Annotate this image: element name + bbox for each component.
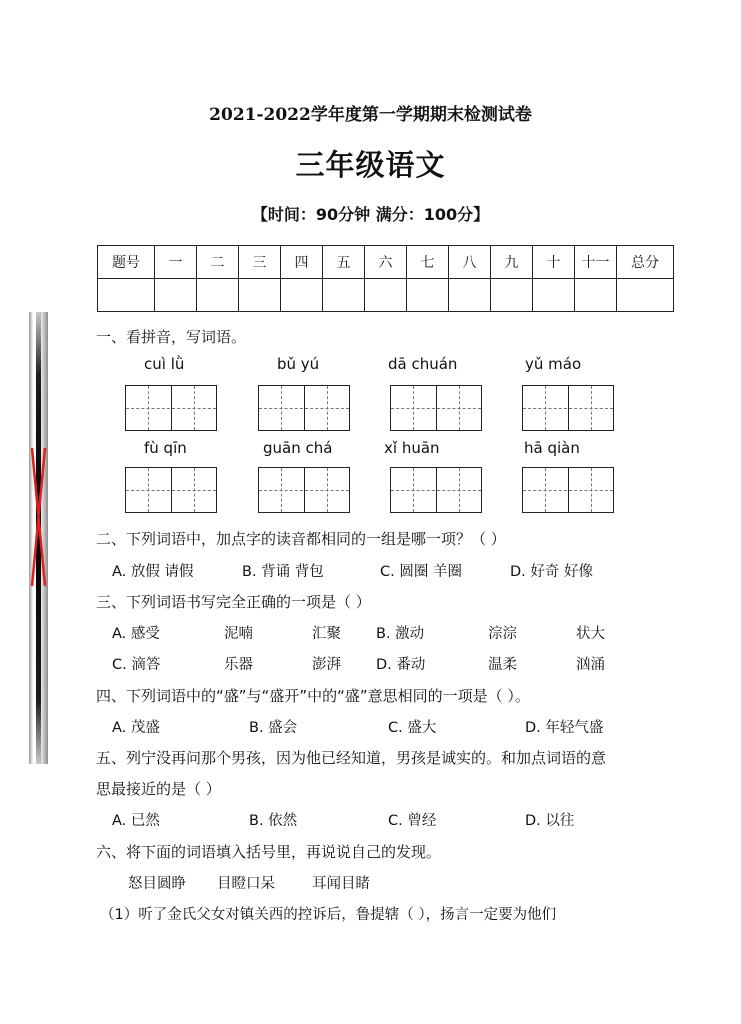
score-cell[interactable]	[491, 279, 533, 312]
q3-option-c[interactable]: C. 滴答	[112, 657, 161, 673]
pinyin-label: cuì lǜ	[144, 355, 185, 373]
writing-grid[interactable]	[258, 467, 350, 513]
q4-option-a[interactable]: A. 茂盛	[112, 720, 160, 736]
score-header-cell: 五	[323, 246, 365, 279]
score-header-cell: 一	[155, 246, 197, 279]
writing-grid[interactable]	[522, 467, 614, 513]
q6-word: 目瞪口呆	[217, 876, 275, 892]
score-cell[interactable]	[155, 279, 197, 312]
q3-word: 泥喃	[224, 626, 253, 642]
q4-option-d[interactable]: D. 年轻气盛	[525, 720, 604, 736]
score-header-cell: 二	[197, 246, 239, 279]
q2-option-d[interactable]: D. 好奇 好像	[510, 564, 593, 580]
writing-grid[interactable]	[258, 385, 350, 431]
score-cell[interactable]	[197, 279, 239, 312]
q4-prompt: 四、下列词语中的“盛”与“盛开”中的“盛”意思相同的一项是（ ）。	[96, 687, 530, 705]
score-cell[interactable]	[239, 279, 281, 312]
score-cell[interactable]	[533, 279, 575, 312]
q3-word: 澎湃	[312, 657, 341, 673]
score-cell[interactable]	[575, 279, 617, 312]
q3-word: 汹涌	[576, 657, 605, 673]
score-header-cell: 九	[491, 246, 533, 279]
q4-option-c[interactable]: C. 盛大	[388, 720, 437, 736]
q3-option-d[interactable]: D. 番动	[376, 657, 426, 673]
score-cell[interactable]	[281, 279, 323, 312]
q2-option-b[interactable]: B. 背诵 背包	[242, 564, 324, 580]
q5-option-a[interactable]: A. 已然	[112, 813, 160, 829]
q4-option-b[interactable]: B. 盛会	[249, 720, 298, 736]
q6-prompt: 六、将下面的词语填入括号里，再说说自己的发现。	[96, 843, 442, 861]
q3-word: 状大	[576, 626, 605, 642]
pinyin-label: yǔ máo	[525, 355, 582, 373]
score-header-cell: 十一	[575, 246, 617, 279]
pinyin-label: hā qiàn	[524, 439, 580, 457]
score-cell[interactable]	[323, 279, 365, 312]
q3-word: 乐器	[224, 657, 253, 673]
score-header-cell: 三	[239, 246, 281, 279]
score-cell[interactable]	[407, 279, 449, 312]
pinyin-label: bǔ yú	[277, 355, 320, 373]
score-table-header-row	[98, 246, 674, 279]
score-header-cell: 总分	[617, 246, 674, 279]
exam-title: 2021-2022学年度第一学期期末检测试卷	[209, 105, 532, 125]
q5-option-b[interactable]: B. 依然	[249, 813, 298, 829]
pinyin-label: xǐ huān	[384, 439, 440, 457]
q1-prompt: 一、看拼音，写词语。	[96, 328, 247, 346]
score-header-cell: 四	[281, 246, 323, 279]
score-header-cell: 十	[533, 246, 575, 279]
exam-info: 【时间：90分钟 满分：100分】	[251, 205, 490, 224]
score-cell[interactable]	[365, 279, 407, 312]
q5-prompt-line1: 五、列宁没再问那个男孩，因为他已经知道，男孩是诚实的。和加点词语的意	[96, 749, 607, 767]
writing-grid[interactable]	[125, 385, 217, 431]
q5-option-d[interactable]: D. 以往	[525, 813, 575, 829]
writing-grid[interactable]	[522, 385, 614, 431]
q3-word: 淙淙	[488, 626, 517, 642]
score-header-cell: 八	[449, 246, 491, 279]
score-table-input-row	[98, 279, 674, 312]
q3-option-a[interactable]: A. 感受	[112, 626, 160, 642]
score-cell[interactable]	[617, 279, 674, 312]
writing-grid[interactable]	[125, 467, 217, 513]
score-header-cell: 题号	[98, 246, 155, 279]
q5-prompt-line2: 思最接近的是（ ）	[96, 780, 221, 798]
score-header-cell: 六	[365, 246, 407, 279]
score-cell[interactable]	[449, 279, 491, 312]
q6-word: 怒目圆睁	[128, 876, 186, 892]
q6-item1: （1）听了金氏父女对镇关西的控诉后，鲁提辖（ ），扬言一定要为他们	[100, 907, 557, 923]
writing-grid[interactable]	[390, 467, 482, 513]
q2-option-c[interactable]: C. 圆圈 羊圈	[380, 564, 462, 580]
pinyin-label: guān chá	[263, 439, 333, 457]
binding-x-mark	[29, 448, 48, 586]
q3-option-b[interactable]: B. 激动	[376, 626, 425, 642]
writing-grid[interactable]	[390, 385, 482, 431]
q6-word: 耳闻目睹	[312, 876, 370, 892]
pinyin-label: dā chuán	[388, 355, 458, 373]
q5-option-c[interactable]: C. 曾经	[388, 813, 437, 829]
q3-word: 温柔	[488, 657, 517, 673]
score-cell[interactable]	[98, 279, 155, 312]
q2-option-a[interactable]: A. 放假 请假	[112, 564, 194, 580]
score-header-cell: 七	[407, 246, 449, 279]
pinyin-label: fù qīn	[144, 439, 187, 457]
q3-word: 汇聚	[312, 626, 341, 642]
q3-prompt: 三、下列词语书写完全正确的一项是（ ）	[96, 593, 371, 611]
score-table	[97, 245, 674, 312]
exam-subtitle: 三年级语文	[295, 148, 446, 182]
q2-prompt: 二、下列词语中，加点字的读音都相同的一组是哪一项？（ ）	[96, 530, 506, 548]
